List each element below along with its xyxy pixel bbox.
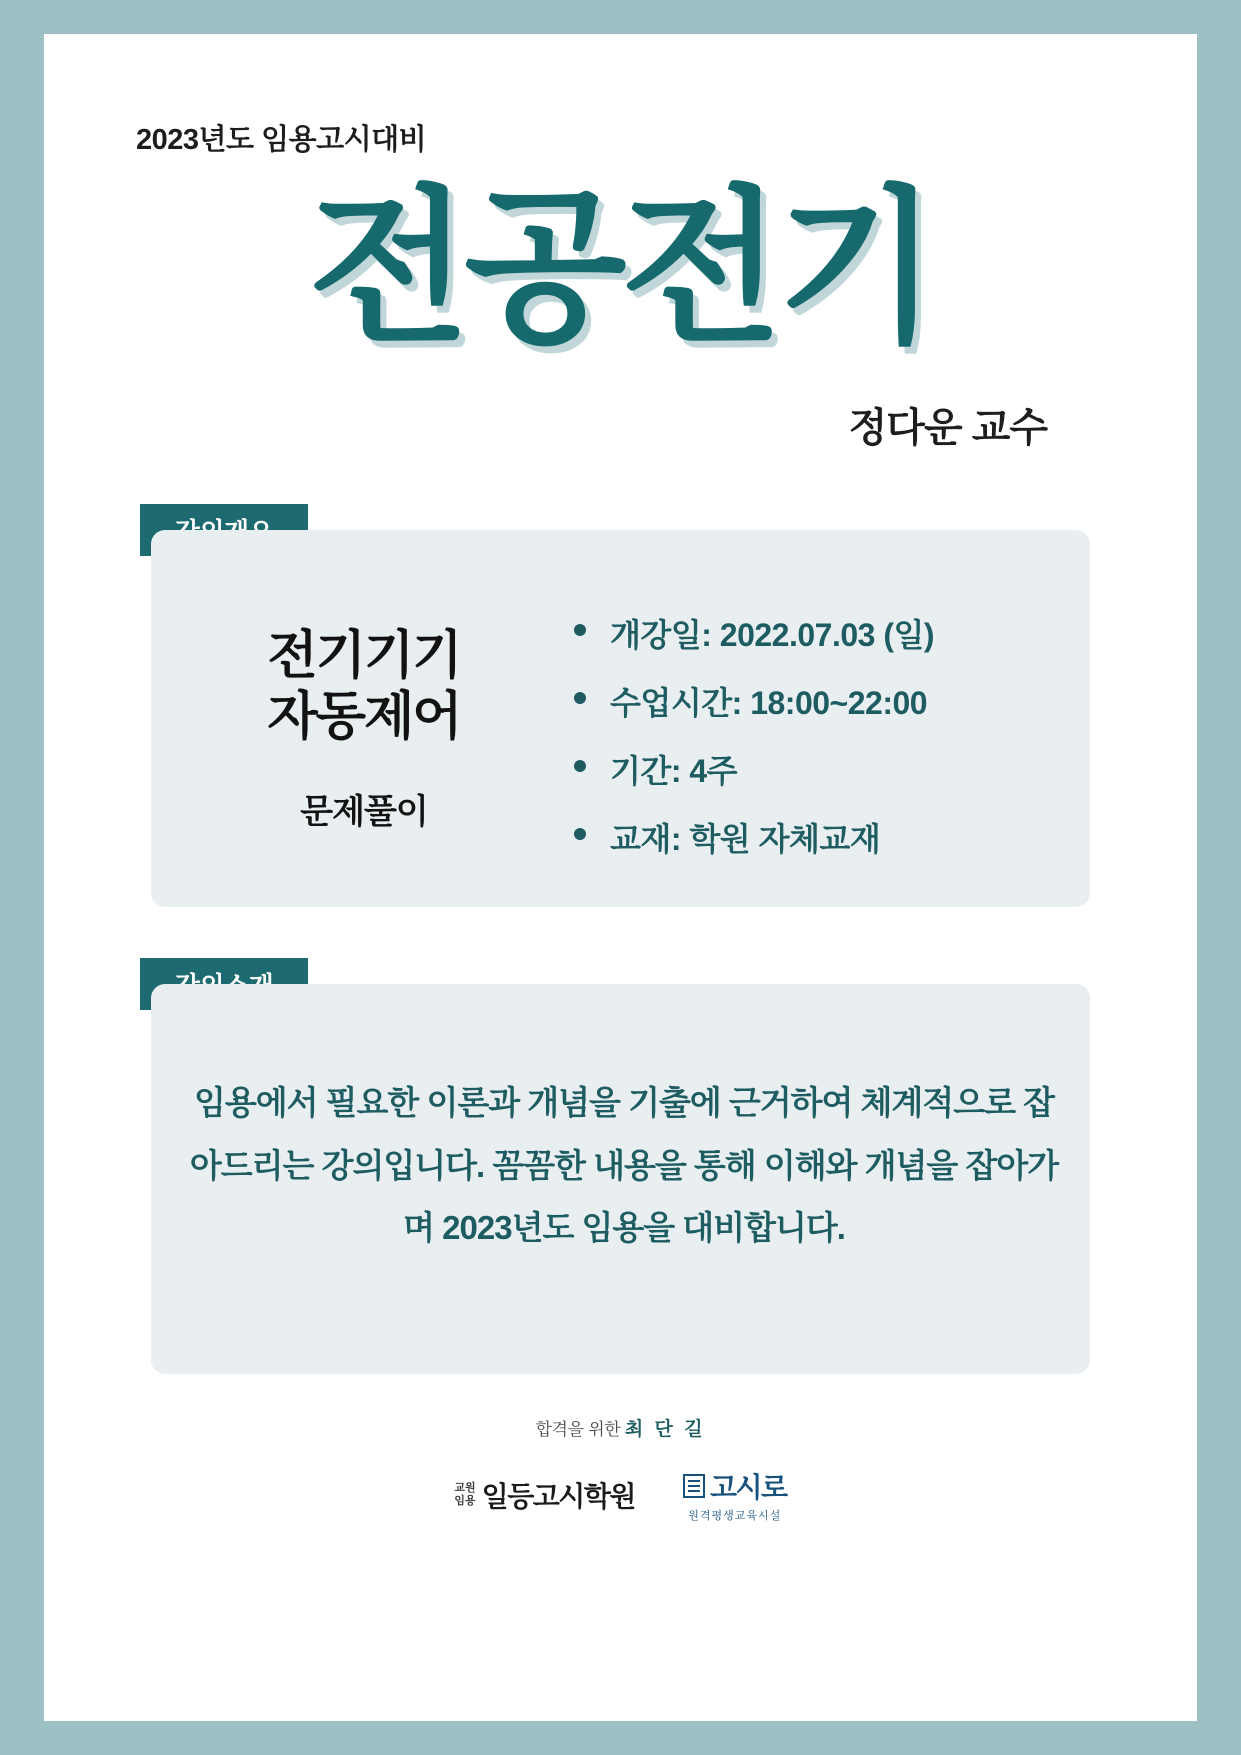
online-logo	[683, 1466, 787, 1523]
list-item	[574, 610, 934, 656]
book-icon	[683, 1474, 705, 1498]
course-name	[194, 626, 534, 749]
list-item	[574, 814, 934, 860]
academy-logo-name: 일등고시학원	[481, 1480, 635, 1512]
fact-text: 개강일: 2022.07.03 (일)	[610, 617, 935, 653]
bullet-icon	[574, 760, 586, 772]
fact-text: 기간: 4주	[610, 753, 738, 789]
fact-text: 교재: 학원 자체교재	[610, 821, 881, 857]
bullet-icon	[574, 692, 586, 704]
course-name-line-1: 전기기기	[267, 627, 461, 685]
instructor-name: 정다운 교수	[848, 406, 1047, 450]
fact-text: 수업시간: 18:00~22:00	[610, 685, 928, 721]
poster-kicker: 2023년도 임용고시대비	[136, 124, 427, 156]
intro-body-text: 임용에서 필요한 이론과 개념을 기출에 근거하여 체계적으로 잡아드리는 강의입니다. 꼼꼼한 내용을 통해 이해와 개념을 잡아가며 2023년도 임용을 대비합니다.	[189, 1084, 1059, 1247]
course-facts-list	[574, 610, 934, 882]
online-logo-name: 고시로	[709, 1472, 787, 1503]
page-title: 전공전기	[307, 174, 934, 362]
footer-slogan	[44, 1414, 1197, 1441]
footer-logos	[44, 1466, 1197, 1523]
course-subtitle: 문제풀이	[300, 793, 428, 831]
footer-slogan-prefix: 합격을 위한	[535, 1420, 621, 1439]
academy-logo-small-text: 교원 임용	[454, 1481, 476, 1507]
footer-slogan-accent: 최 단 길	[624, 1419, 706, 1440]
list-item	[574, 678, 934, 724]
list-item	[574, 746, 934, 792]
bullet-icon	[574, 828, 586, 840]
online-logo-top	[683, 1466, 787, 1506]
course-name-line-2: 자동제어	[267, 688, 461, 747]
online-logo-sub: 원격평생교육시설	[688, 1510, 782, 1522]
poster-canvas	[44, 34, 1197, 1721]
academy-logo	[454, 1475, 635, 1515]
bullet-icon	[574, 624, 586, 636]
